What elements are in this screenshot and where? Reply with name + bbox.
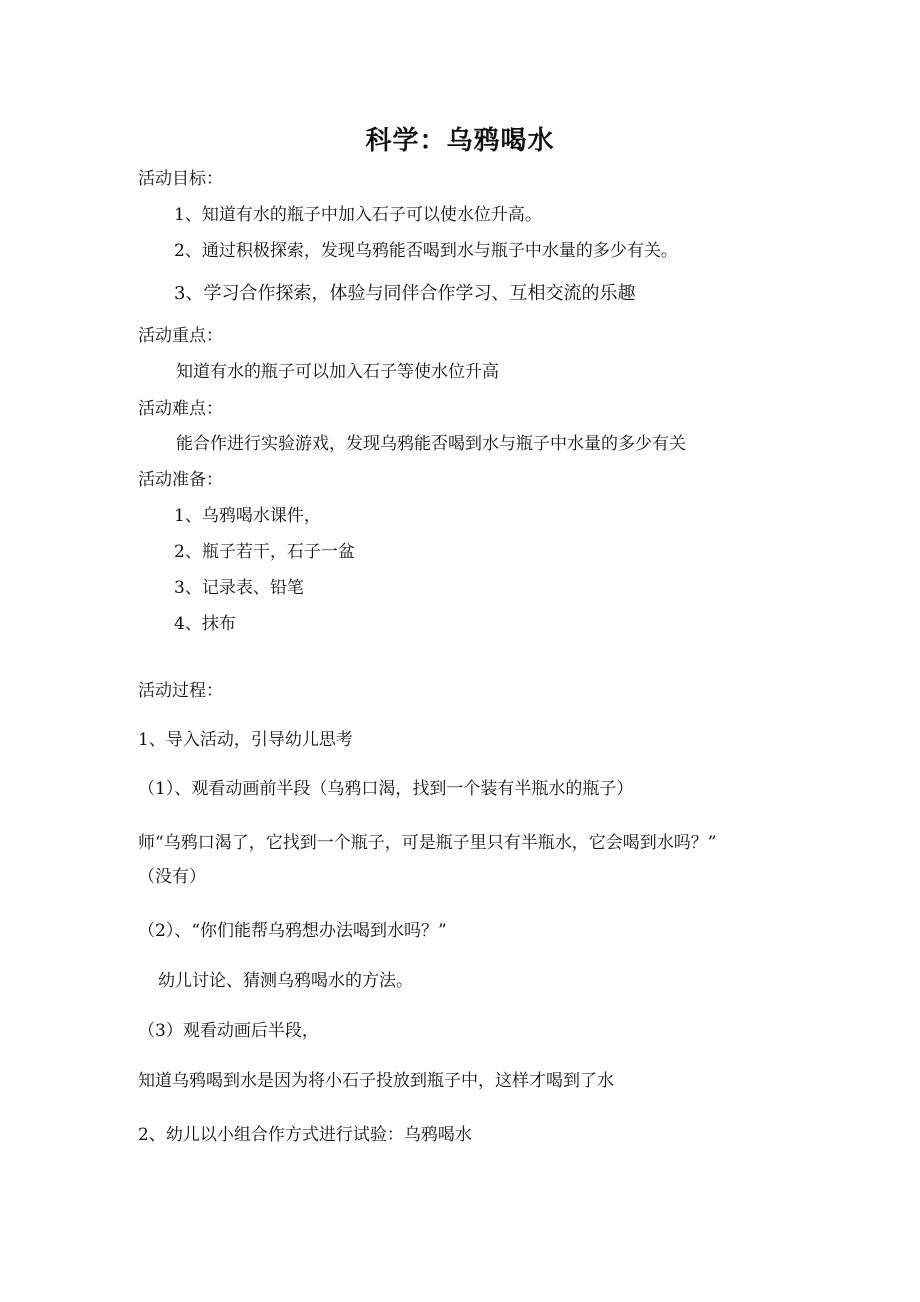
key-point-text: 知道有水的瓶子可以加入石子等使水位升高 bbox=[176, 362, 499, 382]
process-line-9: 2、幼儿以小组合作方式进行试验：乌鸦喝水 bbox=[138, 1125, 472, 1145]
process-heading: 活动过程： bbox=[138, 681, 223, 701]
goal-item-1: 1、知道有水的瓶子中加入石子可以使水位升高。 bbox=[174, 205, 542, 225]
preparation-item-3: 3、记录表、铅笔 bbox=[174, 578, 304, 598]
page-title: 科学：乌鸦喝水 bbox=[365, 126, 555, 156]
process-line-3: 师“乌鸦口渴了，它找到一个瓶子，可是瓶子里只有半瓶水，它会喝到水吗？” bbox=[138, 833, 717, 853]
process-line-6: 幼儿讨论、猜测乌鸦喝水的方法。 bbox=[158, 971, 413, 991]
process-line-2: （1）、观看动画前半段（乌鸦口渴，找到一个装有半瓶水的瓶子） bbox=[138, 779, 634, 799]
difficulty-heading: 活动难点： bbox=[138, 399, 223, 419]
goals-heading: 活动目标： bbox=[138, 169, 223, 189]
goal-item-2: 2、通过积极探索，发现乌鸦能否喝到水与瓶子中水量的多少有关。 bbox=[174, 241, 678, 261]
preparation-heading: 活动准备： bbox=[138, 470, 223, 490]
preparation-item-1: 1、乌鸦喝水课件， bbox=[174, 506, 321, 526]
process-line-8: 知道乌鸦喝到水是因为将小石子投放到瓶子中，这样才喝到了水 bbox=[138, 1071, 614, 1091]
difficulty-text: 能合作进行实验游戏，发现乌鸦能否喝到水与瓶子中水量的多少有关 bbox=[176, 434, 686, 454]
process-line-7: （3）观看动画后半段， bbox=[138, 1021, 319, 1041]
preparation-item-2: 2、瓶子若干，石子一盆 bbox=[174, 542, 355, 562]
process-line-4: （没有） bbox=[138, 867, 206, 887]
preparation-item-4: 4、抹布 bbox=[174, 614, 236, 634]
process-line-1: 1、导入活动，引导幼儿思考 bbox=[138, 730, 353, 750]
key-point-heading: 活动重点： bbox=[138, 326, 223, 346]
process-line-5: （2）、“你们能帮乌鸦想办法喝到水吗？” bbox=[138, 921, 447, 941]
goal-item-3: 3、学习合作探索，体验与同伴合作学习、互相交流的乐趣 bbox=[174, 283, 636, 304]
